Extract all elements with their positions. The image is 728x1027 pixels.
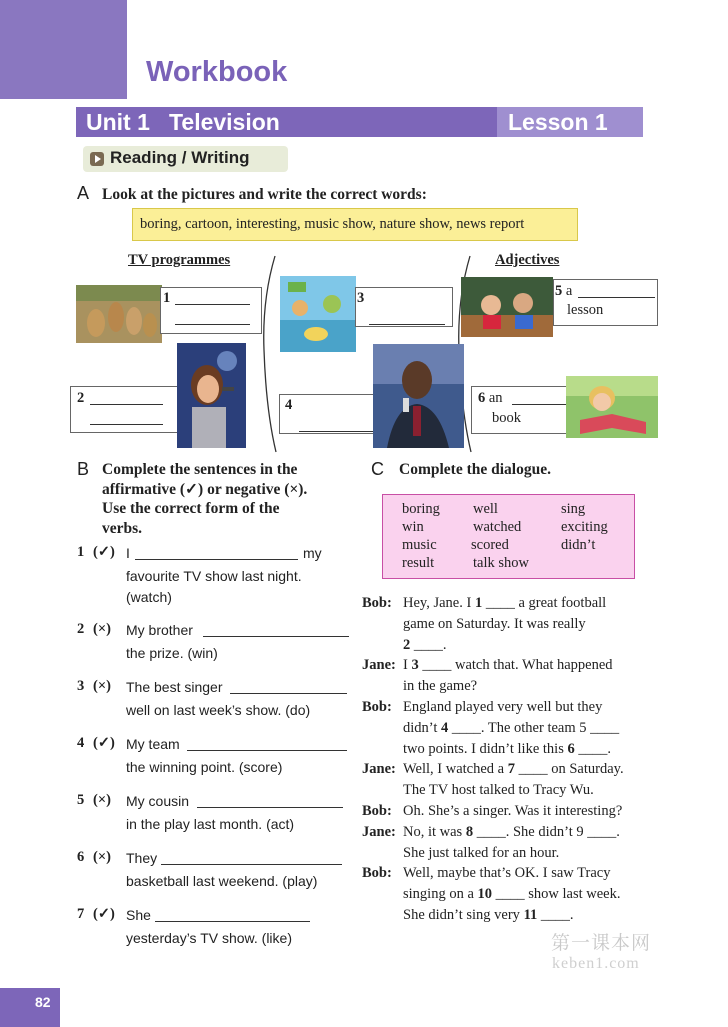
answer-line-2b[interactable] <box>90 424 163 425</box>
item-1-number: 1 <box>163 290 171 306</box>
cartoon-picture <box>280 276 356 352</box>
dialogue-line: 2 ____. <box>403 636 447 653</box>
dialogue-line: game on Saturday. It was really <box>403 615 586 632</box>
page-number-box <box>0 988 60 1027</box>
dialogue-line: Jane: Well, I watched a 7 ____ on Saturday. <box>362 761 624 778</box>
girl-reading-picture <box>566 376 658 438</box>
item-5-label: 5 a <box>555 283 573 299</box>
b-answer-line-5[interactable] <box>197 807 343 808</box>
dialogue-line: She just talked for an hour. <box>403 844 560 861</box>
b-answer-line-7[interactable] <box>155 921 310 922</box>
b-answer-line-2[interactable] <box>203 636 349 637</box>
answer-box-1 <box>160 287 262 334</box>
item-4-number: 4 <box>285 397 293 413</box>
dialogue-line: didn’t 4 ____. The other team 5 ____ <box>403 719 620 736</box>
classroom-picture <box>461 277 553 337</box>
item-2-number: 2 <box>77 390 85 406</box>
answer-line-1b[interactable] <box>175 324 250 325</box>
answer-line-6[interactable] <box>512 404 572 405</box>
answer-line-5[interactable] <box>578 297 655 298</box>
dialogue-line: Jane: No, it was 8 ____. She didn’t 9 ____. <box>362 823 620 840</box>
dialogue-line: The TV host talked to Tracy Wu. <box>403 782 594 799</box>
skill-label: Reading / Writing <box>110 148 250 167</box>
dialogue-line: two points. I didn’t like this 6 ____. <box>403 740 611 757</box>
section-b-instruction: Complete the sentences in the affirmative (✓) or negative (×). Use the correct form of the verbs. <box>102 461 308 537</box>
dialogue-line: She didn’t sing very 11 ____. <box>403 906 574 923</box>
answer-box-3 <box>355 287 453 327</box>
news-reporter-picture <box>373 344 464 448</box>
dialogue-line: Bob: Well, maybe that’s OK. I saw Tracy <box>362 865 611 882</box>
answer-line-4[interactable] <box>299 431 375 432</box>
adjectives-heading: Adjectives <box>495 252 560 268</box>
section-c-instruction: Complete the dialogue. <box>399 461 551 478</box>
dialogue-line: Jane: I 3 ____ watch that. What happened <box>362 657 613 674</box>
dialogue-line: Bob: Hey, Jane. I 1 ____ a great football <box>362 595 607 611</box>
word-box-a-text: boring, cartoon, interesting, music show, nature show, news report <box>140 216 525 232</box>
dialogue-line: singing on a 10 ____ show last week. <box>403 886 621 903</box>
dialogue-line: in the game? <box>403 678 478 695</box>
section-a-instruction: Look at the pictures and write the correct words: <box>102 186 427 203</box>
lions-picture <box>76 285 162 343</box>
item-6-suffix: book <box>492 410 521 426</box>
b-answer-line-1[interactable] <box>135 559 298 560</box>
answer-box-4 <box>279 394 375 434</box>
section-c-letter: C <box>371 459 384 479</box>
section-b-letter: B <box>77 459 90 479</box>
answer-line-1a[interactable] <box>175 304 250 305</box>
lesson-title: Lesson 1 <box>508 109 608 135</box>
tv-programmes-heading: TV programmes <box>128 252 231 268</box>
watermark-url: keben1.com <box>552 955 640 972</box>
b-answer-line-6[interactable] <box>161 864 342 865</box>
watermark-cn: 第一课本网 <box>551 933 652 954</box>
answer-line-3[interactable] <box>369 324 445 325</box>
page-number: 82 <box>35 994 51 1010</box>
unit-title: Unit 1 Television <box>86 109 280 135</box>
answer-box-2 <box>70 386 178 433</box>
book-title: Workbook <box>146 56 288 88</box>
b-answer-line-4[interactable] <box>187 750 347 751</box>
dialogue-line: Bob: Oh. She’s a singer. Was it interesting? <box>362 802 623 819</box>
dialogue <box>362 593 662 926</box>
answer-line-2a[interactable] <box>90 404 163 405</box>
b-answer-line-3[interactable] <box>230 693 347 694</box>
section-a-letter: A <box>77 183 90 203</box>
word-box-c: boring well sing win watched exciting music scored didn’t result talk show <box>382 494 635 579</box>
singer-picture <box>177 343 246 448</box>
dialogue-line: Bob: England played very well but they <box>362 698 603 715</box>
item-6-label: 6 an <box>478 390 503 406</box>
item-5-suffix: lesson <box>567 302 604 318</box>
item-3-number: 3 <box>357 290 365 306</box>
